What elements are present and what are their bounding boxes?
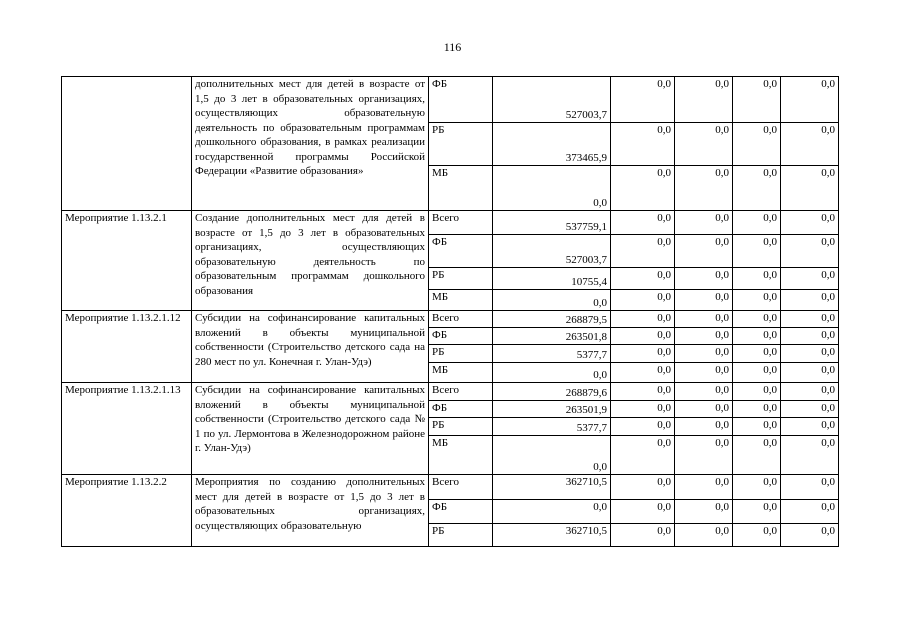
year-value: 0,0 (675, 166, 733, 211)
year-value: 0,0 (781, 268, 839, 290)
table-row (62, 211, 839, 235)
year-value: 0,0 (781, 328, 839, 345)
funding-total: 10755,4 (493, 268, 611, 290)
year-value: 0,0 (611, 235, 675, 268)
funding-total: 5377,7 (493, 418, 611, 436)
year-value: 0,0 (733, 401, 781, 418)
year-value: 0,0 (675, 290, 733, 311)
year-value: 0,0 (675, 345, 733, 363)
funding-source: РБ (429, 123, 493, 166)
year-value: 0,0 (611, 401, 675, 418)
year-value: 0,0 (733, 211, 781, 235)
year-value: 0,0 (611, 211, 675, 235)
funding-total: 527003,7 (493, 77, 611, 123)
year-value: 0,0 (611, 500, 675, 524)
funding-total: 362710,5 (493, 475, 611, 500)
activity-description: Субсидии на софинансирование капитальных вложений в объекты муниципальной собственности (Строительство детского сада № 1 по ул. Лермонтова в Железнодорожном районе г. Улан-Удэ) (192, 383, 429, 475)
funding-total: 527003,7 (493, 235, 611, 268)
activity-description: Мероприятия по созданию дополнительных мест для детей в возрасте от 1,5 до 3 лет в образовательных организациях, осуществляющих образовательную (192, 475, 429, 547)
year-value: 0,0 (781, 436, 839, 475)
funding-source: МБ (429, 290, 493, 311)
year-value: 0,0 (733, 166, 781, 211)
table-row (62, 77, 839, 123)
year-value: 0,0 (611, 363, 675, 383)
year-value: 0,0 (733, 290, 781, 311)
year-value: 0,0 (675, 235, 733, 268)
year-value: 0,0 (781, 475, 839, 500)
year-value: 0,0 (733, 235, 781, 268)
year-value: 0,0 (781, 418, 839, 436)
funding-source: МБ (429, 436, 493, 475)
year-value: 0,0 (611, 290, 675, 311)
year-value: 0,0 (611, 166, 675, 211)
year-value: 0,0 (611, 475, 675, 500)
year-value: 0,0 (781, 123, 839, 166)
year-value: 0,0 (781, 401, 839, 418)
year-value: 0,0 (675, 401, 733, 418)
year-value: 0,0 (733, 123, 781, 166)
year-value: 0,0 (675, 311, 733, 328)
year-value: 0,0 (611, 436, 675, 475)
year-value: 0,0 (611, 311, 675, 328)
year-value: 0,0 (675, 436, 733, 475)
table-row (62, 475, 839, 500)
funding-source: ФБ (429, 500, 493, 524)
year-value: 0,0 (733, 418, 781, 436)
year-value: 0,0 (611, 345, 675, 363)
funding-source: РБ (429, 524, 493, 547)
year-value: 0,0 (675, 383, 733, 401)
funding-total: 362710,5 (493, 524, 611, 547)
year-value: 0,0 (781, 235, 839, 268)
funding-total: 537759,1 (493, 211, 611, 235)
year-value: 0,0 (675, 268, 733, 290)
activity-name: Мероприятие 1.13.2.1 (62, 211, 192, 311)
activity-description: Субсидии на софинансирование капитальных вложений в объекты муниципальной собственности (Строительство детского сада на 280 мест по ул. Конечная г. Улан-Удэ) (192, 311, 429, 383)
year-value: 0,0 (675, 418, 733, 436)
year-value: 0,0 (611, 77, 675, 123)
funding-total: 0,0 (493, 363, 611, 383)
year-value: 0,0 (781, 290, 839, 311)
year-value: 0,0 (675, 363, 733, 383)
year-value: 0,0 (781, 363, 839, 383)
funding-total: 0,0 (493, 500, 611, 524)
year-value: 0,0 (675, 211, 733, 235)
funding-total: 0,0 (493, 290, 611, 311)
year-value: 0,0 (733, 328, 781, 345)
funding-source: РБ (429, 268, 493, 290)
funding-total: 263501,9 (493, 401, 611, 418)
funding-total: 5377,7 (493, 345, 611, 363)
funding-total: 0,0 (493, 436, 611, 475)
funding-source: ФБ (429, 328, 493, 345)
funding-source: Всего (429, 475, 493, 500)
funding-source: ФБ (429, 235, 493, 268)
year-value: 0,0 (733, 436, 781, 475)
funding-source: ФБ (429, 401, 493, 418)
funding-source: ФБ (429, 77, 493, 123)
year-value: 0,0 (611, 418, 675, 436)
table-row (62, 311, 839, 328)
year-value: 0,0 (675, 123, 733, 166)
funding-total: 268879,6 (493, 383, 611, 401)
year-value: 0,0 (675, 77, 733, 123)
table-row (62, 383, 839, 401)
funding-source: РБ (429, 345, 493, 363)
year-value: 0,0 (675, 500, 733, 524)
budget-table (61, 76, 839, 547)
year-value: 0,0 (781, 166, 839, 211)
funding-source: Всего (429, 211, 493, 235)
year-value: 0,0 (781, 211, 839, 235)
year-value: 0,0 (733, 345, 781, 363)
year-value: 0,0 (781, 77, 839, 123)
funding-total: 373465,9 (493, 123, 611, 166)
year-value: 0,0 (675, 524, 733, 547)
year-value: 0,0 (781, 345, 839, 363)
year-value: 0,0 (611, 328, 675, 345)
funding-source: МБ (429, 363, 493, 383)
year-value: 0,0 (733, 475, 781, 500)
page-number: 116 (443, 40, 462, 54)
funding-source: Всего (429, 311, 493, 328)
year-value: 0,0 (733, 500, 781, 524)
year-value: 0,0 (611, 383, 675, 401)
year-value: 0,0 (733, 383, 781, 401)
year-value: 0,0 (733, 311, 781, 328)
year-value: 0,0 (611, 268, 675, 290)
funding-total: 268879,5 (493, 311, 611, 328)
activity-description: Создание дополнительных мест для детей в возрасте от 1,5 до 3 лет в образовательных организациях, осуществляющих образовательную деятельность по образовательным программам дошкольного образования (192, 211, 429, 311)
year-value: 0,0 (733, 524, 781, 547)
year-value: 0,0 (675, 475, 733, 500)
year-value: 0,0 (781, 383, 839, 401)
activity-name: Мероприятие 1.13.2.2 (62, 475, 192, 547)
year-value: 0,0 (733, 77, 781, 123)
funding-source: РБ (429, 418, 493, 436)
funding-total: 263501,8 (493, 328, 611, 345)
year-value: 0,0 (781, 524, 839, 547)
year-value: 0,0 (781, 500, 839, 524)
year-value: 0,0 (675, 328, 733, 345)
year-value: 0,0 (781, 311, 839, 328)
activity-name: Мероприятие 1.13.2.1.13 (62, 383, 192, 475)
activity-description: дополнительных мест для детей в возрасте от 1,5 до 3 лет в образовательных организациях, осуществляющих образовательную деятельность по образовательным программам дошкольного образования, в рамках реализации государственной программы Российской Федерации «Развитие образования» (192, 77, 429, 211)
activity-name (62, 77, 192, 211)
funding-source: Всего (429, 383, 493, 401)
funding-total: 0,0 (493, 166, 611, 211)
year-value: 0,0 (733, 268, 781, 290)
funding-source: МБ (429, 166, 493, 211)
year-value: 0,0 (733, 363, 781, 383)
year-value: 0,0 (611, 524, 675, 547)
activity-name: Мероприятие 1.13.2.1.12 (62, 311, 192, 383)
year-value: 0,0 (611, 123, 675, 166)
